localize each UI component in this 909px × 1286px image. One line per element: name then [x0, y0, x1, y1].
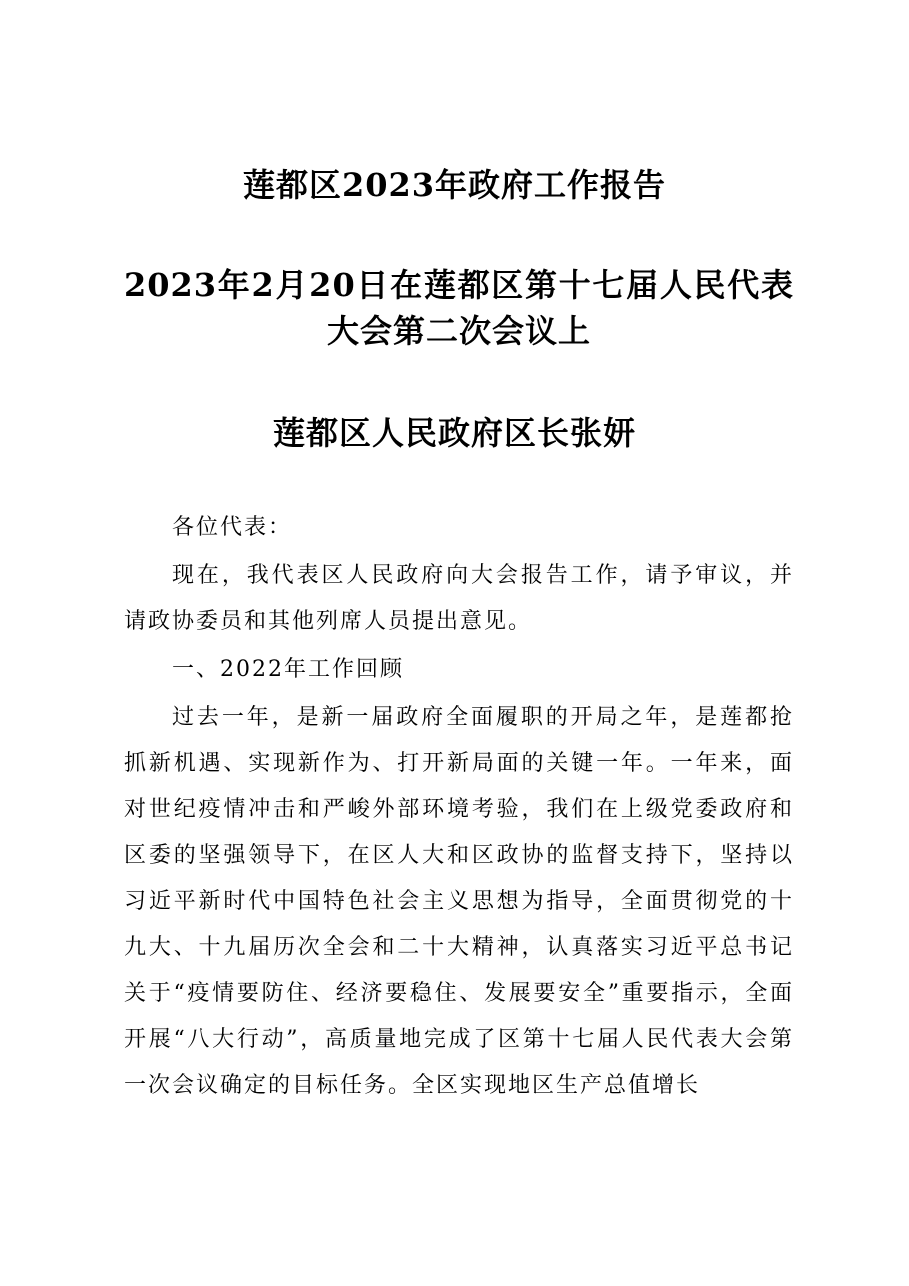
report-title: 莲都区2023年政府工作报告 — [242, 166, 667, 204]
report-speaker: 莲都区人民政府区长张妍 — [272, 414, 636, 452]
greeting-paragraph: 各位代表： — [172, 515, 293, 540]
intro-paragraph: 现在，我代表区人民政府向大会报告工作，请予审议，并请政协委员和其他列席人员提出意见。 — [124, 563, 794, 634]
section-heading: 一、2022年工作回顾 — [172, 657, 404, 682]
body-paragraph: 过去一年，是新一届政府全面履职的开局之年，是莲都抢抓新机遇、实现新作为、打开新局面的关键一年。一年来，面对世纪疫情冲击和严峻外部环境考验，我们在上级党委政府和区委的坚强领导下，在区人大和区政协的监督支持下，坚持以习近平新时代中国特色社会主义思想为指导，全面贯彻党的十九大、十九届历次全会和二十大精神，认真落实习近平总书记关于“疫情要防住、经济要稳住、发展要安全”重要指示，全面开展“八大行动”，高质量地完成了区第十七届人民代表大会第一次会议确定的目标任务。全区实现地区生产总值增长 — [124, 705, 794, 1098]
report-subtitle: 2023年2月20日在莲都区第十七届人民代表大会第二次会议上 — [124, 266, 794, 350]
